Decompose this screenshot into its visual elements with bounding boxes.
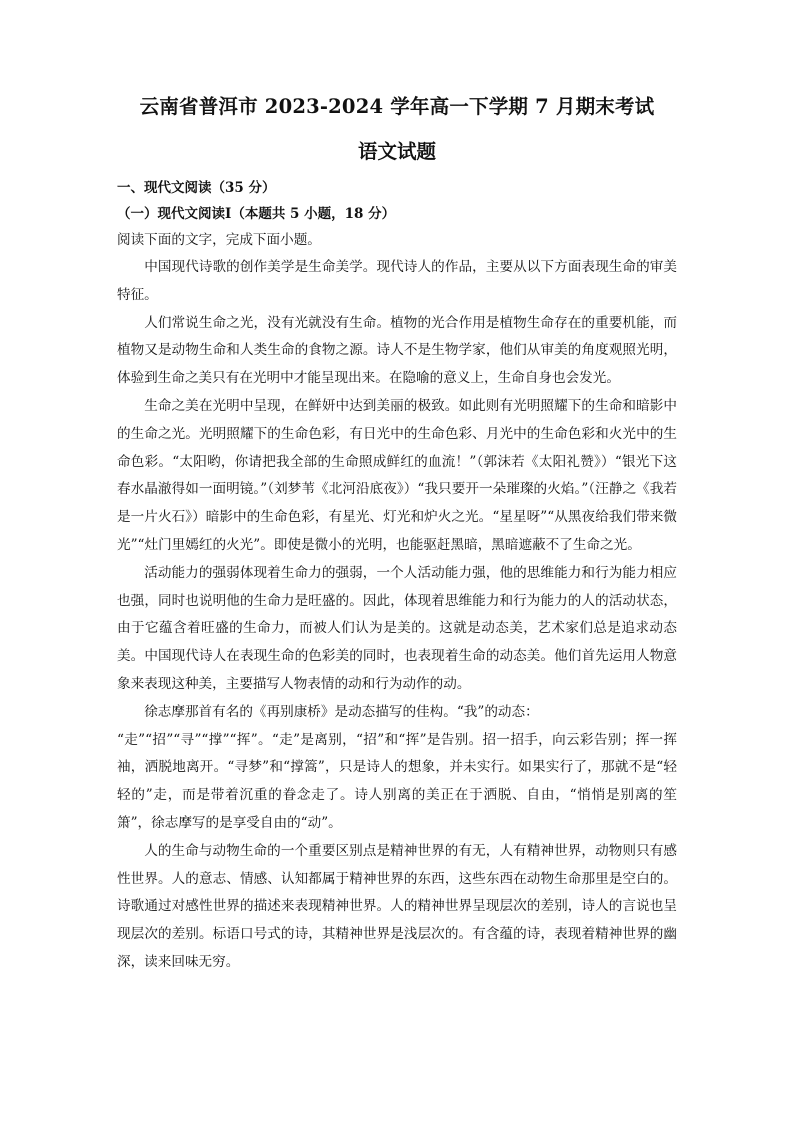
document-page <box>117 92 677 977</box>
passage-paragraph-7: 人的生命与动物生命的一个重要区别点是精神世界的有无，人有精神世界，动物则只有感性世界。人的意志、情感、认知都属于精神世界的东西，这些东西在动物生命那里是空白的。诗歌通过对感性世界的描述来表现精神世界。人的精神世界呈现层次的差别，诗人的言说也呈现层次的差别。标语口号式的诗，其精神世界是浅层次的。有含蕴的诗，表现着精神世界的幽深，读来回味无穷。 <box>117 842 677 970</box>
passage-paragraph-6: “走”“招”“寻”“撑”“挥”。“走”是离别，“招”和“挥”是告别。招一招手，向云彩告别；挥一挥袖，洒脱地离开。“寻梦”和“撑篙”，只是诗人的想象，并未实行。如果实行了，那就不是“轻轻的”走，而是带着沉重的眷念走了。诗人别离的美正在于洒脱、自由，“悄悄是别离的笙箫”，徐志摩写的是享受自由的“动”。 <box>117 731 677 831</box>
passage-paragraph-5: 徐志摩那首有名的《再别康桥》是动态描写的佳构。“我”的动态： <box>144 703 539 720</box>
section-heading: 一、现代文阅读（35 分） <box>117 180 276 196</box>
passage-paragraph-3: 生命之美在光明中呈现，在鲜妍中达到美丽的极致。如此则有光明照耀下的生命和暗影中的生命之光。光明照耀下的生命色彩，有日光中的生命色彩、月光中的生命色彩和火光中的生命色彩。“太阳哟，你请把我全部的生命照成鲜红的血流！”（郭沫若《太阳礼赞》）“银光下这春水晶澈得如一面明镜。”（刘梦苇《北河沿底夜》）“我只要开一朵璀璨的火焰。”（汪静之《我若是一片火石》）暗影中的生命色彩，有星光、灯光和炉火之光。“星星呀”“从黑夜给我们带来微光”“灶门里嫣红的火光”。即使是微小的光明，也能驱赶黑暗，黑暗遮蔽不了生命之光。 <box>117 397 677 553</box>
reading-instruction: 阅读下面的文字，完成下面小题。 <box>117 232 321 248</box>
passage-paragraph-4: 活动能力的强弱体现着生命力的强弱，一个人活动能力强，他的思维能力和行为能力相应也强，同时也说明他的生命力是旺盛的。因此，体现着思维能力和行为能力的人的活动状态，由于它蕴含着旺盛的生命力，而被人们认为是美的。这就是动态美，艺术家们总是追求动态美。中国现代诗人在表现生命的色彩美的同时，也表现着生命的动态美。他们首先运用人物意象来表现这种美，主要描写人物表情的动和行为动作的动。 <box>117 564 677 692</box>
document-title: 云南省普洱市 2023-2024 学年高一下学期 7 月期末考试 <box>139 95 655 118</box>
section-subheading: （一）现代文阅读Ⅰ（本题共 5 小题，18 分） <box>117 206 396 222</box>
document-subtitle: 语文试题 <box>357 140 436 163</box>
passage-paragraph-1: 中国现代诗歌的创作美学是生命美学。现代诗人的作品，主要从以下方面表现生命的审美特征。 <box>117 259 677 303</box>
passage-paragraph-2: 人们常说生命之光，没有光就没有生命。植物的光合作用是植物生命存在的重要机能，而植物又是动物生命和人类生命的食物之源。诗人不是生物学家，他们从审美的角度观照光明，体验到生命之美只有在光明中才能呈现出来。在隐喻的意义上，生命自身也会发光。 <box>117 314 677 387</box>
